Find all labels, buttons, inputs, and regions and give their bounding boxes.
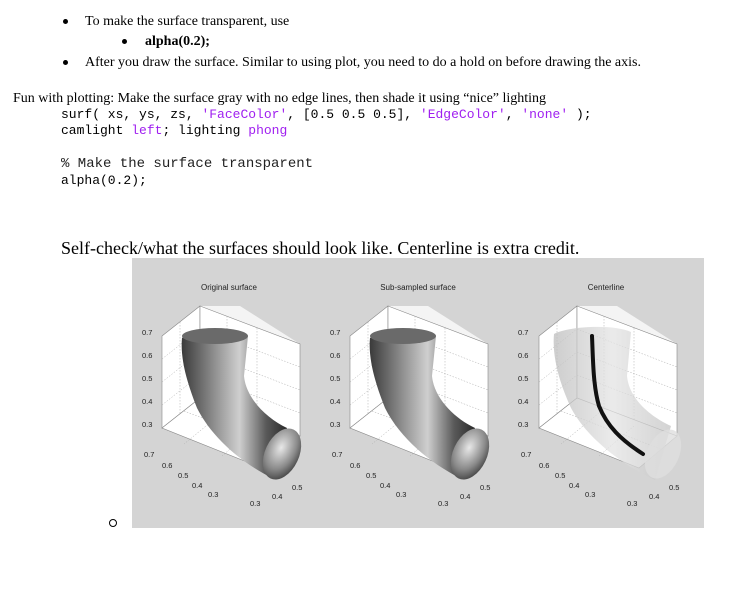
tick-label: 0.4 bbox=[272, 492, 283, 501]
tick-label: 0.6 bbox=[518, 351, 529, 360]
tick-label: 0.3 bbox=[585, 490, 596, 499]
plot-subsampled-surface bbox=[350, 306, 497, 486]
tick-label: 0.4 bbox=[649, 492, 660, 501]
tick-label: 0.7 bbox=[332, 450, 343, 459]
bullet-dot bbox=[63, 60, 68, 65]
bullet-text: To make the surface transparent, use bbox=[85, 14, 290, 29]
tick-label: 0.6 bbox=[539, 461, 550, 470]
figure-image bbox=[132, 258, 704, 528]
plot-original-surface bbox=[162, 306, 309, 486]
tick-label: 0.4 bbox=[569, 481, 580, 490]
tick-label: 0.3 bbox=[330, 420, 341, 429]
selfcheck-heading: Self-check/what the surfaces should look like. Centerline is extra credit. bbox=[61, 238, 580, 258]
code-comment: % Make the surface transparent bbox=[61, 156, 314, 172]
tick-label: 0.6 bbox=[142, 351, 153, 360]
instruction-line: Fun with plotting: Make the surface gray with no edge lines, then shade it using “nice” lighting bbox=[13, 91, 547, 106]
bullet-dot bbox=[63, 19, 68, 24]
tick-label: 0.7 bbox=[518, 328, 529, 337]
tick-label: 0.7 bbox=[144, 450, 155, 459]
tick-label: 0.3 bbox=[250, 499, 261, 508]
tick-label: 0.3 bbox=[396, 490, 407, 499]
tick-label: 0.4 bbox=[330, 397, 341, 406]
tick-label: 0.6 bbox=[162, 461, 173, 470]
tick-label: 0.5 bbox=[142, 374, 153, 383]
tick-label: 0.7 bbox=[521, 450, 532, 459]
figure-plots bbox=[132, 258, 704, 528]
tick-label: 0.5 bbox=[366, 471, 377, 480]
tick-label: 0.4 bbox=[460, 492, 471, 501]
sub-bullet-dot bbox=[122, 39, 127, 44]
tick-label: 0.3 bbox=[208, 490, 219, 499]
tick-label: 0.4 bbox=[142, 397, 153, 406]
tick-label: 0.3 bbox=[142, 420, 153, 429]
plot-centerline bbox=[539, 306, 688, 484]
panel-title: Original surface bbox=[200, 283, 258, 292]
tick-label: 0.7 bbox=[142, 328, 153, 337]
bullet-text: After you draw the surface. Similar to using plot, you need to do a hold on before drawing the axis. bbox=[85, 55, 641, 70]
tick-label: 0.6 bbox=[350, 461, 361, 470]
panel-title: Centerline bbox=[587, 283, 625, 292]
tick-label: 0.5 bbox=[330, 374, 341, 383]
sub-bullet-text: alpha(0.2); bbox=[145, 34, 210, 49]
panel-title: Sub-sampled surface bbox=[380, 283, 456, 292]
tick-label: 0.5 bbox=[518, 374, 529, 383]
tick-label: 0.3 bbox=[438, 499, 449, 508]
tick-label: 0.7 bbox=[330, 328, 341, 337]
tick-label: 0.4 bbox=[380, 481, 391, 490]
code-line-1: surf( xs, ys, zs, 'FaceColor', [0.5 0.5 0.5], 'EdgeColor', 'none' ); bbox=[61, 107, 592, 122]
tick-label: 0.5 bbox=[480, 483, 491, 492]
tick-label: 0.5 bbox=[178, 471, 189, 480]
tick-label: 0.3 bbox=[518, 420, 529, 429]
tick-label: 0.5 bbox=[555, 471, 566, 480]
tick-label: 0.5 bbox=[292, 483, 303, 492]
code-line-2: camlight left; lighting phong bbox=[61, 123, 288, 138]
tick-label: 0.6 bbox=[330, 351, 341, 360]
tick-label: 0.4 bbox=[518, 397, 529, 406]
tick-label: 0.4 bbox=[192, 481, 203, 490]
hollow-bullet bbox=[109, 519, 117, 527]
code-line-4: alpha(0.2); bbox=[61, 173, 147, 188]
tick-label: 0.3 bbox=[627, 499, 638, 508]
tick-label: 0.5 bbox=[669, 483, 680, 492]
